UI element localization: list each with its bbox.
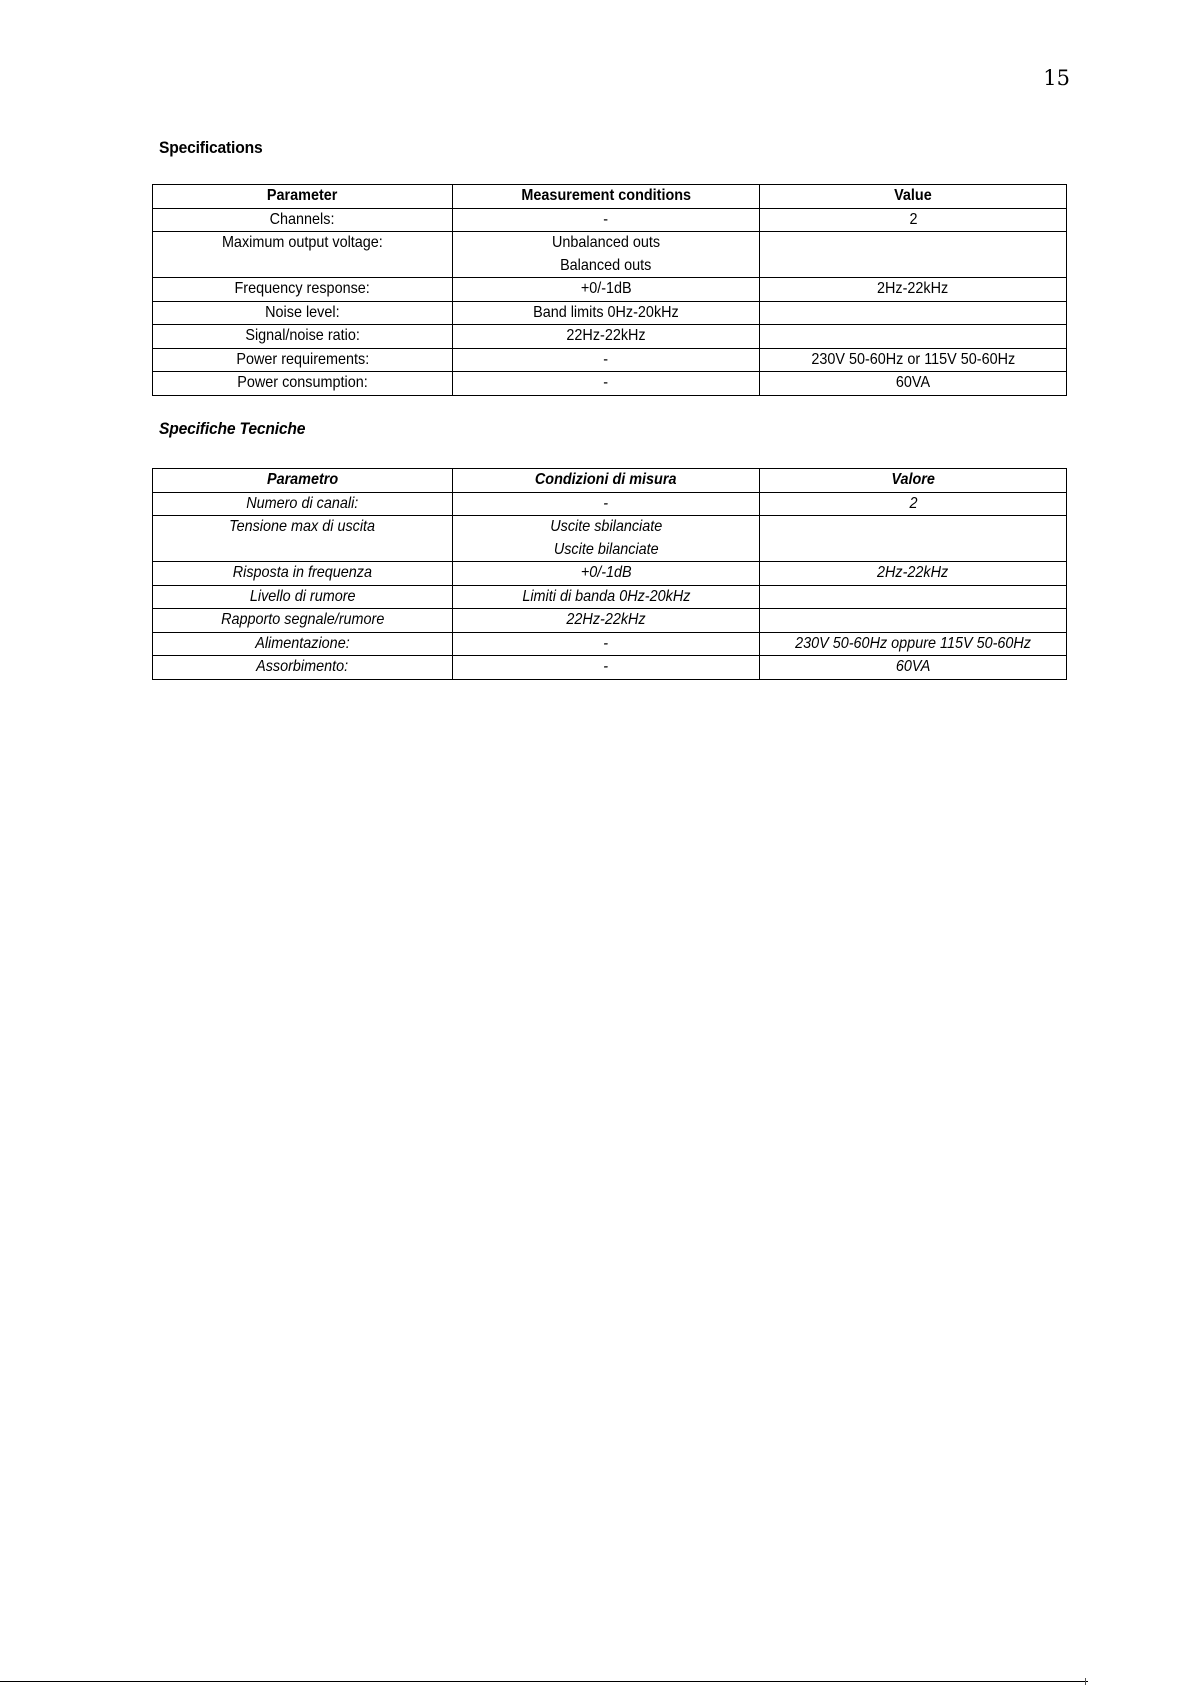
parameter-cell: Rapporto segnale/rumore — [153, 609, 453, 633]
table-row — [153, 562, 1067, 586]
table-row — [153, 585, 1067, 609]
table-header-row — [153, 469, 1067, 493]
specifiche-tecniche-table-body — [153, 492, 1067, 679]
condition-line: Band limits 0Hz-20kHz — [533, 303, 679, 321]
parameter-cell: Tensione max di uscita — [153, 516, 453, 562]
value-cell — [760, 325, 1067, 349]
table-row — [153, 232, 1067, 278]
conditions-cell — [453, 516, 760, 562]
value-cell: 230V 50-60Hz oppure 115V 50-60Hz — [760, 632, 1067, 656]
condition-line: Uscite bilanciate — [553, 540, 659, 558]
parameter-cell: Channels: — [153, 208, 453, 232]
value-cell: 2 — [760, 208, 1067, 232]
page-bottom-rule — [0, 1681, 1088, 1682]
value-cell: 2Hz-22kHz — [760, 278, 1067, 302]
column-header-value: Value — [760, 185, 1067, 209]
table-row — [153, 301, 1067, 325]
section-title-specifiche-tecniche: Specifiche Tecniche — [159, 419, 306, 438]
table-row — [153, 492, 1067, 516]
conditions-cell — [453, 208, 760, 232]
column-header-conditions: Measurement conditions — [453, 185, 760, 209]
page-number: 15 — [1043, 66, 1070, 90]
parameter-cell: Frequency response: — [153, 278, 453, 302]
parameter-cell: Power requirements: — [153, 348, 453, 372]
table-row — [153, 325, 1067, 349]
condition-line: Limiti di banda 0Hz-20kHz — [521, 587, 691, 605]
condition-line: +0/-1dB — [580, 564, 632, 581]
column-header-parametro: Parametro — [153, 469, 453, 493]
table-row — [153, 516, 1067, 562]
condition-line: 22Hz-22kHz — [566, 611, 646, 628]
column-header-parameter: Parameter — [153, 185, 453, 209]
value-cell — [760, 301, 1067, 325]
conditions-cell — [453, 278, 760, 302]
value-cell: 60VA — [760, 372, 1067, 396]
conditions-cell — [453, 585, 760, 609]
conditions-cell — [453, 492, 760, 516]
condition-line: Balanced outs — [560, 256, 652, 274]
parameter-cell: Noise level: — [153, 301, 453, 325]
table-row — [153, 632, 1067, 656]
value-cell: 2Hz-22kHz — [760, 562, 1067, 586]
table-row — [153, 372, 1067, 396]
value-cell: 230V 50-60Hz or 115V 50-60Hz — [760, 348, 1067, 372]
conditions-cell — [453, 632, 760, 656]
condition-line: Uscite sbilanciate — [549, 518, 663, 535]
conditions-cell — [453, 656, 760, 680]
condition-line: - — [603, 374, 609, 391]
conditions-cell — [453, 372, 760, 396]
condition-line: - — [603, 350, 609, 368]
conditions-cell — [453, 325, 760, 349]
value-cell — [760, 516, 1067, 562]
table-row — [153, 278, 1067, 302]
parameter-cell: Livello di rumore — [153, 585, 453, 609]
page-corner-mark — [1085, 1678, 1086, 1685]
parameter-cell: Risposta in frequenza — [153, 562, 453, 586]
table-row — [153, 208, 1067, 232]
condition-line: Unbalanced outs — [551, 234, 661, 251]
condition-line: 22Hz-22kHz — [566, 327, 646, 344]
condition-line: - — [603, 634, 609, 652]
condition-line: - — [603, 658, 609, 675]
table-row — [153, 609, 1067, 633]
value-cell — [760, 585, 1067, 609]
parameter-cell: Numero di canali: — [153, 492, 453, 516]
condition-line: - — [603, 494, 609, 512]
specifications-table — [152, 184, 1067, 396]
value-cell — [760, 232, 1067, 278]
condition-line: - — [603, 210, 609, 228]
parameter-cell: Assorbimento: — [153, 656, 453, 680]
value-cell — [760, 609, 1067, 633]
conditions-cell — [453, 609, 760, 633]
table-row — [153, 348, 1067, 372]
table-header-row — [153, 185, 1067, 209]
conditions-cell — [453, 562, 760, 586]
value-cell: 60VA — [760, 656, 1067, 680]
specifications-table-body — [153, 208, 1067, 395]
conditions-cell — [453, 232, 760, 278]
table-row — [153, 656, 1067, 680]
parameter-cell: Maximum output voltage: — [153, 232, 453, 278]
parameter-cell: Power consumption: — [153, 372, 453, 396]
column-header-condizioni: Condizioni di misura — [453, 469, 760, 493]
specifiche-tecniche-table — [152, 468, 1067, 680]
section-title-specifications: Specifications — [159, 138, 263, 157]
conditions-cell — [453, 301, 760, 325]
value-cell: 2 — [760, 492, 1067, 516]
column-header-valore: Valore — [760, 469, 1067, 493]
conditions-cell — [453, 348, 760, 372]
parameter-cell: Alimentazione: — [153, 632, 453, 656]
parameter-cell: Signal/noise ratio: — [153, 325, 453, 349]
condition-line: +0/-1dB — [580, 280, 632, 297]
